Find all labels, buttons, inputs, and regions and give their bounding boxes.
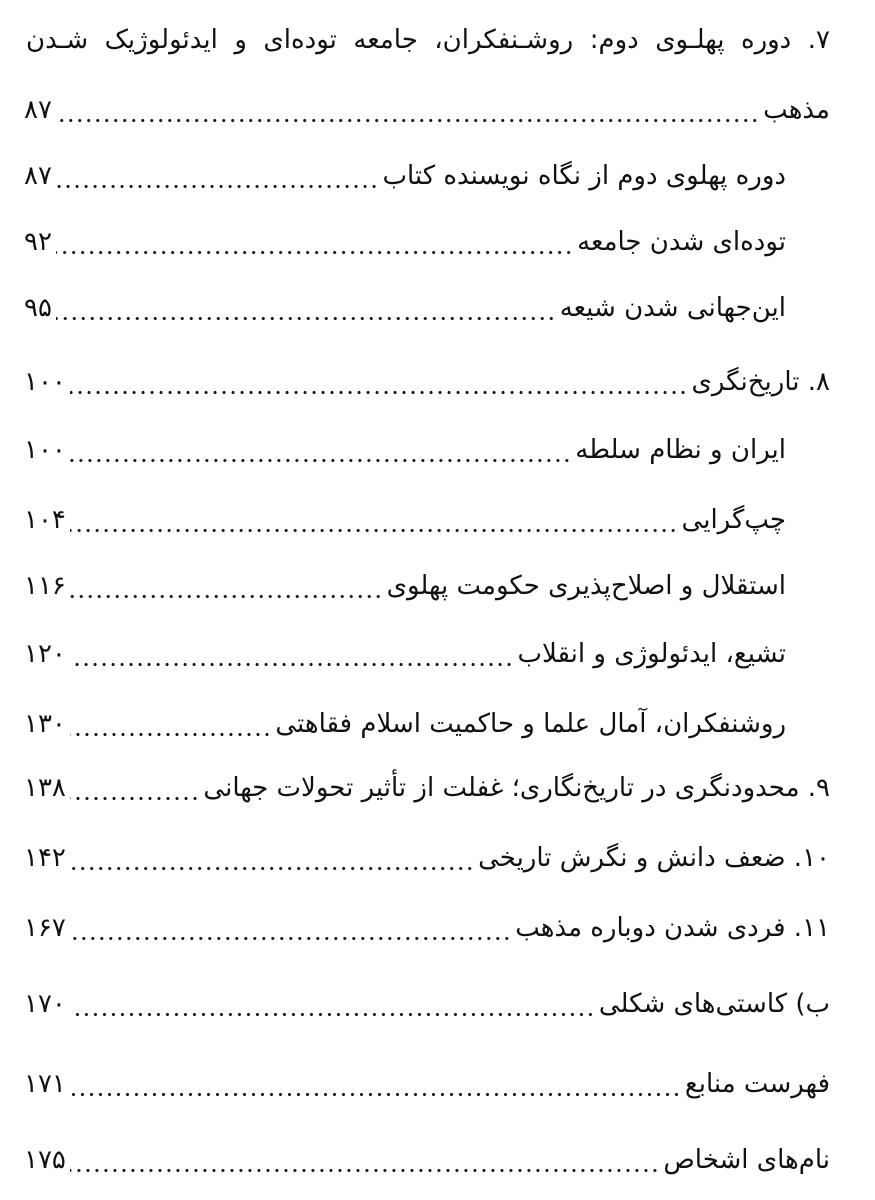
toc-entry-title: این‌جهانی شدن شیعه xyxy=(559,293,786,323)
dot-leader xyxy=(56,317,556,320)
toc-entry-title: ۷. دوره پهلـوی دوم: روشـنفکران، جامعه توده‌ای و ایدئولوژیک شـدن xyxy=(26,25,830,55)
toc-entry-page: ۱۰۰ xyxy=(24,367,66,397)
toc-entry-title: دوره پهلوی دوم از نگاه نویسنده کتاب xyxy=(382,161,786,191)
toc-entry-page: ۱۷۰ xyxy=(24,989,66,1019)
toc-entry xyxy=(24,1130,830,1190)
toc-entry xyxy=(24,974,830,1034)
toc-entry-title: ۱۱. فردی شدن دوباره مذهب xyxy=(515,913,830,943)
dot-leader xyxy=(56,251,573,254)
dot-leader xyxy=(56,119,759,122)
toc-entry-title: ایران و نظام سلطه xyxy=(575,435,786,465)
toc-entry-page: ۸۷ xyxy=(24,95,52,125)
toc-entry-title: چپ‌گرایی xyxy=(681,505,786,535)
toc-entry-title: ۱۰. ضعف دانش و نگرش تاریخی xyxy=(478,843,830,873)
toc-entry-page: ۱۱۶ xyxy=(24,571,66,601)
toc-entry-page: ۱۷۵ xyxy=(24,1145,66,1175)
toc-entry-page: ۹۲ xyxy=(24,227,52,257)
dot-leader xyxy=(70,529,678,532)
toc-entry xyxy=(24,146,786,206)
toc-entry-page: ۱۳۸ xyxy=(24,773,66,803)
toc-entry-page: ۱۶۷ xyxy=(24,913,66,943)
dot-leader xyxy=(70,1093,681,1096)
toc-entry-title: فهرست منابع xyxy=(684,1069,830,1099)
toc-entry-title: استقلال و اصلاح‌پذیری حکومت پهلوی xyxy=(386,571,786,601)
toc-entry xyxy=(24,624,786,684)
toc-entry-title: ب) کاستی‌های شکلی xyxy=(598,989,830,1019)
toc-entry-title: ۹. محدودنگری در تاریخ‌نگاری؛ غفلت از تأثیر تحولات جهانی xyxy=(203,773,830,803)
dot-leader xyxy=(70,867,474,870)
dot-leader xyxy=(70,459,571,462)
toc-entry xyxy=(24,694,786,754)
toc-entry xyxy=(24,490,786,550)
toc-entry xyxy=(24,556,786,616)
dot-leader xyxy=(70,391,688,394)
toc-entry-page: ۹۵ xyxy=(24,293,52,323)
toc-entry xyxy=(24,420,786,480)
toc-entry xyxy=(24,758,830,818)
toc-entry-page: ۱۷۱ xyxy=(24,1069,66,1099)
dot-leader xyxy=(70,733,271,736)
toc-entry-title: تشیع، ایدئولوژی و انقلاب xyxy=(517,639,786,669)
toc-entry-title: روشنفکران، آمال علما و حاکمیت اسلام فقاهتی xyxy=(275,709,786,739)
toc-entry xyxy=(24,898,830,958)
toc-entry-page: ۱۲۰ xyxy=(24,639,66,669)
toc-entry xyxy=(24,278,786,338)
dot-leader xyxy=(70,595,383,598)
toc-entry-title: نام‌های اشخاص xyxy=(663,1145,830,1175)
toc-entry-page: ۱۳۰ xyxy=(24,709,66,739)
dot-leader xyxy=(70,937,511,940)
toc-entry-title: ۸. تاریخ‌نگری xyxy=(691,367,830,397)
toc-entry-page: ۸۷ xyxy=(24,161,52,191)
dot-leader xyxy=(70,663,514,666)
toc-entry-page: ۱۰۰ xyxy=(24,435,66,465)
toc-entry xyxy=(24,212,786,272)
toc-entry xyxy=(24,352,830,412)
dot-leader xyxy=(70,1169,659,1172)
dot-leader xyxy=(70,1013,595,1016)
toc-entry xyxy=(24,10,830,70)
toc-entry-title: توده‌ای شدن جامعه xyxy=(577,227,786,257)
dot-leader xyxy=(56,185,379,188)
toc-entry-title: مذهب xyxy=(763,95,830,125)
toc-entry-page: ۱۴۲ xyxy=(24,843,66,873)
toc-entry xyxy=(24,80,830,140)
toc-entry-page: ۱۰۴ xyxy=(24,505,66,535)
toc-entry xyxy=(24,828,830,888)
toc-entry xyxy=(24,1054,830,1114)
dot-leader xyxy=(70,797,200,800)
